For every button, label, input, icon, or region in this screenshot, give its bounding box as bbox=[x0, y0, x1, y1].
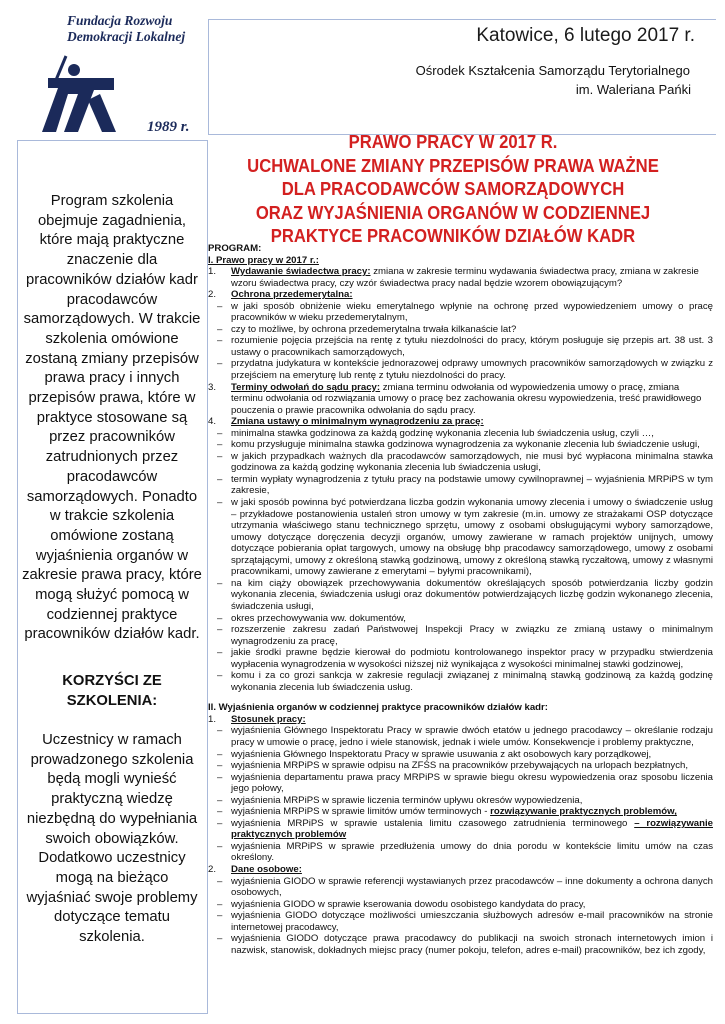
title-line: DLA PRACODAWCÓW SAMORZĄDOWYCH bbox=[281, 178, 625, 199]
bullet-item: – minimalna stawka godzinowa za każdą godzinę wykonania zlecenia lub świadczenia usług, czyli …, bbox=[217, 427, 654, 439]
list-item: 2. Ochrona przedemerytalna: bbox=[208, 289, 353, 301]
list-item: 4. Zmiana ustawy o minimalnym wynagrodzeniu za pracę: bbox=[208, 416, 484, 428]
title-line: ORAZ WYJAŚNIENIA ORGANÓW W CODZIENNEJ bbox=[255, 201, 651, 223]
bullet-item: – rozszerzenie zakresu zadań Państwowej Inspekcji Pracy w związku ze zmianą ustawy o minimalnym wynagrodzeniu za pracę, bbox=[217, 624, 713, 647]
title-line: PRAWO PRACY W 2017 R. bbox=[348, 131, 558, 152]
bullet-item: – komu przysługuje minimalna stawka godzinowa wynagrodzenia za wykonanie zlecenia lub świadczenie usługi, bbox=[217, 439, 700, 451]
title-line: PRAKTYCE PRACOWNIKÓW DZIAŁÓW KADR bbox=[270, 225, 636, 246]
bullet-item: – okres przechowywania ww. dokumentów, bbox=[217, 612, 406, 624]
bullet-item: – w jaki sposób powinna być potwierdzana liczba godzin wykonania umowy zlecenia i umowy o świadczenie usług – przykładowe postanowienia ustaleń stron umowy w tym zakresie (m.in. umowy ze strażakami OSP dotyczące utrzymania właściwego stanu technicznego sprzętu, umowy z osobami obsługującymi wybory samorządowe, umowy dotyczące doręczenia decyzji organów, umowy zawierane w ramach projektów unijnych, umowy dotyczące pobierania opłat targowych, umowy na obsługę bhp pracodawcy samorządowego, umowy z osobami sprzątającymi, umowy z określoną stawką godzinową, umowy z określoną stawką ryczałtową, umowy z własnymi pracownikami, umowy zawierane z emerytami – byłymi pracownikami), bbox=[217, 497, 713, 578]
bullet-item: – wyjaśnienia departamentu prawa pracy MRPiPS w sprawie biegu okresu wypowiedzenia oraz sposobu liczenia jego połowy, bbox=[217, 771, 713, 795]
item-title: Zmiana ustawy o minimalnym wynagrodzeniu za pracę: bbox=[231, 416, 484, 428]
bullet-item: – wyjaśnienia GIODO w sprawie kserowania dowodu osobistego kandydata do pracy, bbox=[217, 898, 586, 910]
foundation-year: 1989 r. bbox=[147, 119, 190, 135]
bullet-item: – wyjaśnienia GIODO dotyczące możliwości umieszczania służbowych adresów e-mail pracowników na stronie internetowej pracodawcy, bbox=[217, 910, 713, 933]
program-content bbox=[208, 243, 713, 956]
bullet-item: – na kim ciąży obowiązek przechowywania dokumentów określających sposób potwierdzania liczby godzin wykonania zlecenia, świadczenia usługi oraz dokumentów potwierdzających liczbę godzin wykonanego zlecenia, świadczenia usługi, bbox=[217, 577, 713, 612]
bullet-item: – wyjaśnienia MRPiPS w sprawie limitów umów terminowych - rozwiązywanie praktycznych problemów, bbox=[217, 806, 677, 818]
bullet-item: – rozumienie pojęcia przejścia na rentę z tytułu niezdolności do pracy, którym posługuje się przepis art. 38 ust. 3 ustawy o pracownikach samorządowych, bbox=[217, 335, 713, 358]
item-text: zmiana terminu odwołania od wypowiedzenia umowy o pracę, zmiana terminu odwołania od rozwiązania umowy o pracę bez zachowania okresu wypowiedzenia, treść prawidłowego pouczenia o prawie pracownika odwołania do sądu pracy. bbox=[231, 381, 702, 416]
city-date: Katowice, 6 lutego 2017 r. bbox=[476, 25, 695, 46]
bullet-item: – wyjaśnienia MRPiPS w sprawie przedłużenia umowy do dnia porodu w kontekście limitu umów na czas określony. bbox=[217, 840, 713, 864]
benefits-text: Uczestnicy w ramach prowadzonego szkolenia będą mogli wynieść praktyczną wiedzę niezbędną do wypełniania swoich obowiązków. Dodatkowo uczestnicy mogą na bieżąco wyjaśniać swoje problemy dotyczące tematu szkolenia. bbox=[26, 732, 198, 946]
section-2-heading: II. Wyjaśnienia organów w codziennej praktyce pracowników działów kadr: bbox=[208, 702, 548, 714]
section-1-heading: I. Prawo pracy w 2017 r.: bbox=[208, 254, 319, 266]
bullet-item: – czy to możliwe, by ochrona przedemerytalna trwała kilkanaście lat? bbox=[217, 323, 517, 335]
bullet-item: – przydatna judykatura w kontekście jednorazowej odprawy umownych pracowników samorządowych w związku z przejściem na emeryturę lub rentę z tytułu niezdolności do pracy. bbox=[217, 358, 713, 382]
sidebar-intro: Program szkolenia obejmuje zagadnienia, które mają praktyczne znaczenie dla pracowników działów kadr pracodawców samorządowych. W trakcie szkolenia omówione zostaną zmiany przepisów prawa pracy i innych przepisów prawa, które w praktyce stosowane są przez pracowników zatrudnionych przez pracodawców samorządowych. Ponadto w trakcie szkolenia omówione zostaną wyjaśnienia organów w zakresie prawa pracy, które mogą służyć pomocą w codziennej praktyce pracowników działów kadr. bbox=[22, 193, 202, 643]
list-item: 2. Dane osobowe: bbox=[208, 863, 302, 875]
item-text: zmiana w zakresie terminu wydawania świadectwa pracy, zmiana w zakresie wzoru świadectwa pracy, czy wzór świadectwa pracy nadal będzie wzorem obowiązującym? bbox=[231, 266, 699, 289]
item-title: Stosunek pracy: bbox=[231, 713, 306, 725]
list-item: 3. Terminy odwołań do sądu pracy: zmiana terminu odwołania od wypowiedzenia umowy o pracę, zmiana terminu odwołania od rozwiązania umowy o pracę bez zachowania okresu wypowiedzenia, treść prawidłowego pouczenia o prawie pracownika odwołania do sądu pracy. bbox=[208, 381, 702, 416]
foundation-name: Fundacja Rozwoju Demokracji Lokalnej bbox=[67, 13, 186, 44]
bullet-item: – jakie środki prawne będzie kierował do podmiotu kontrolowanego inspektor pracy w przypadku stwierdzenia wypłacenia wynagrodzenia w wysokości niższej niż wynikająca z wysokości minimalnej stawki godzinowej, bbox=[217, 647, 713, 670]
organizer-line1: Ośrodek Kształcenia Samorządu Terytorialnego bbox=[415, 63, 690, 78]
organizer-line2: im. Waleriana Pańki bbox=[575, 82, 691, 97]
list-item: 1. Stosunek pracy: bbox=[208, 713, 306, 725]
bullet-item: – wyjaśnienia Głównego Inspektoratu Pracy w sprawie dwóch etatów u jednego pracodawcy – określanie rodzaju pracy w umowie o pracę, jedno i wiele stanowisk, jednak i wiele umów. Konsekwencje i problemy praktyczne, bbox=[217, 725, 713, 748]
bullet-item: – wyjaśnienia GIODO w sprawie referencji wystawianych przez pracodawców – inne dokumenty a ochrona danych osobowych, bbox=[217, 875, 713, 899]
program-label: PROGRAM: bbox=[208, 243, 262, 254]
bullet-item: – w jaki sposób obniżenie wieku emerytalnego wpłynie na ochronę przed wypowiedzeniem umowy o pracę pracowników w wieku przedemerytalnym, bbox=[217, 300, 713, 324]
title-line: UCHWALONE ZMIANY PRZEPISÓW PRAWA WAŻNE bbox=[247, 154, 659, 176]
foundation-logo-icon bbox=[38, 50, 148, 140]
item-title: Dane osobowe: bbox=[231, 863, 302, 875]
bullet-item: – termin wypłaty wynagrodzenia z tytułu pracy na podstawie umowy cywilnoprawnej – wyjaśnienia MRPiPS w tym zakresie, bbox=[217, 473, 713, 497]
document-title bbox=[233, 130, 674, 248]
bullet-item: – w jakich przypadkach ważnych dla pracodawców samorządowych, nie musi być wypłacona minimalna stawka godzinowa za każdą godzinę wykonania zlecenia lub świadczenia usługi, bbox=[217, 450, 713, 474]
bullet-item: – wyjaśnienia MRPiPS w sprawie ustalenia limitu czasowego zatrudnienia terminowego – rozwiązywanie praktycznych problemów bbox=[217, 817, 713, 841]
bullet-item: – wyjaśnienia GIODO dotyczące prawa pracodawcy do publikacji na swoich stronach internetowych imion i nazwisk, stanowisk, dokładnych miejsc pracy (numer pokoju, telefon, adres e-mail) pracowników, bez ich zgody, bbox=[217, 933, 713, 956]
item-title: Terminy odwołań do sądu pracy: bbox=[231, 381, 381, 393]
item-title: Ochrona przedemerytalna: bbox=[231, 289, 353, 301]
list-item: 1. Wydawanie świadectwa pracy: zmiana w zakresie terminu wydawania świadectwa pracy, zmiana w zakresie wzoru świadectwa pracy, czy wzór świadectwa pracy nadal będzie wzorem obowiązującym? bbox=[208, 266, 699, 289]
bullet-item: – wyjaśnienia Głównego Inspektoratu Pracy w sprawie usuwania z akt osobowych kary porządkowej, bbox=[217, 748, 652, 760]
bullet-item: – wyjaśnienia MRPiPS w sprawie liczenia terminów upływu okresów wypowiedzenia, bbox=[217, 794, 583, 806]
benefits-heading: KORZYŚCI ZE SZKOLENIA: bbox=[62, 673, 162, 709]
bullet-item: – komu i za co grozi sankcja w zakresie regulacji związanej z minimalną stawką godzinową za każdą godzinę wykonania zlecenia lub świadczenia usług. bbox=[217, 670, 713, 693]
bullet-item: – wyjaśnienia MRPiPS w sprawie odpisu na ZFŚS na pracowników przebywających na urlopach bezpłatnych, bbox=[217, 760, 688, 772]
item-title: Wydawanie świadectwa pracy: bbox=[231, 266, 371, 278]
